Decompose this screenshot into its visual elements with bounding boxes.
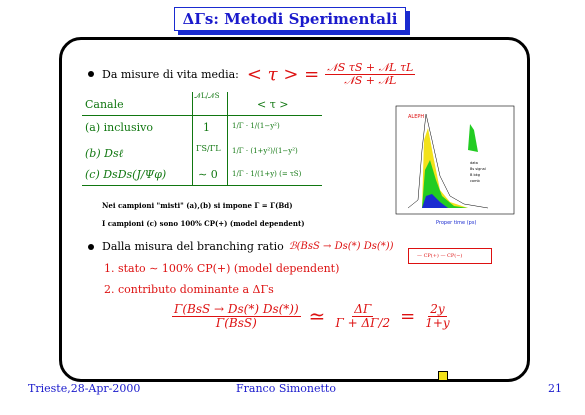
header-divider — [82, 115, 322, 116]
equals-sign: = — [400, 305, 416, 327]
row-b-ratio: ΓS/ΓL — [196, 144, 221, 153]
branching-formula: ℬ(BsS → Ds(*) Ds(*)) — [288, 241, 394, 252]
plot-legend-1: Bs signal — [470, 167, 486, 171]
tau-lhs: < τ > = — [246, 63, 320, 85]
slide-title: ΔΓs: Metodi Sperimentali — [174, 7, 406, 31]
eq-mid-fraction: $\frac{\Delta\Gamma}{\Gamma + \Delta\Gamma/2}$ — [335, 302, 391, 330]
bullet-branching — [88, 240, 394, 253]
table-bottom-rule — [82, 185, 322, 186]
plot-xlabel: Proper time (ps) — [436, 220, 477, 226]
channel-table — [82, 92, 322, 188]
eq-right-fraction: $\frac{2y}{1+y}$ — [425, 302, 450, 330]
row-b-tau: 1/Γ · (1+y²)/(1−y²) — [232, 147, 298, 155]
row-a-canale: (a) inclusivo — [85, 121, 154, 134]
bullet-dot-2 — [88, 244, 94, 250]
bullet-dot — [88, 71, 94, 77]
row-c-ratio: ∼ 0 — [198, 168, 218, 181]
header-ratio: 𝒩L/𝒩S — [194, 92, 220, 100]
approx-sign: ≃ — [308, 304, 326, 329]
cp-legend-box — [408, 248, 492, 264]
note-mixed-samples: Nei campioni "misti" (a),(b) si impone Γ = Γ(Bd) — [102, 201, 293, 210]
bullet-lifetime — [88, 62, 415, 86]
footer-left: Trieste,28-Apr-2000 — [28, 382, 141, 395]
item-1: 1. stato ∼ 100% CP(+) (model dependent) — [104, 262, 340, 275]
col-divider-2 — [227, 92, 228, 186]
plot-legend-2: B bkg — [470, 173, 480, 177]
col-divider-1 — [192, 92, 193, 186]
lifetime-plot — [378, 100, 520, 230]
page-number: 21 — [548, 382, 562, 395]
note-cp-samples: I campioni (c) sono 100% CP(+) (model dependent) — [102, 219, 305, 228]
header-tau: < τ > — [257, 98, 289, 111]
footer-center: Franco Simonetto — [236, 382, 336, 395]
eq-left-fraction: $\frac{\text{Γ(BsS → Ds(*) Ds(*))}}{\text{Γ(BsS)}}$ — [174, 302, 299, 330]
plot-legend-0: data — [470, 161, 478, 165]
width-equation — [172, 303, 452, 329]
row-c-tau: 1/Γ · 1/(1+y) (= τS) — [232, 170, 302, 178]
plot-legend-3: comb — [470, 179, 480, 183]
row-c-canale: (c) DsDs(J/Ψφ) — [85, 168, 167, 181]
row-b-canale: (b) Dsℓ — [85, 147, 124, 160]
row-a-tau: 1/Γ · 1/(1−y²) — [232, 122, 280, 130]
header-canale: Canale — [85, 98, 124, 111]
plot-label: ALEPH — [408, 114, 425, 120]
plot-frame — [396, 106, 514, 214]
bullet-branching-label: Dalla misura del branching ratio — [102, 240, 284, 253]
tau-fraction: $\frac{\text{𝒩S τS + 𝒩L τL}}{\text{𝒩S + 𝒩L}}$ — [327, 61, 414, 87]
cp-legend-text: — CP(+) — CP(−) — [417, 253, 463, 259]
bullet-lifetime-label: Da misure di vita media: — [102, 67, 239, 81]
row-a-ratio: 1 — [203, 121, 210, 134]
item-2: 2. contributo dominante a ΔΓs — [104, 283, 274, 296]
nav-marker[interactable] — [438, 371, 448, 381]
